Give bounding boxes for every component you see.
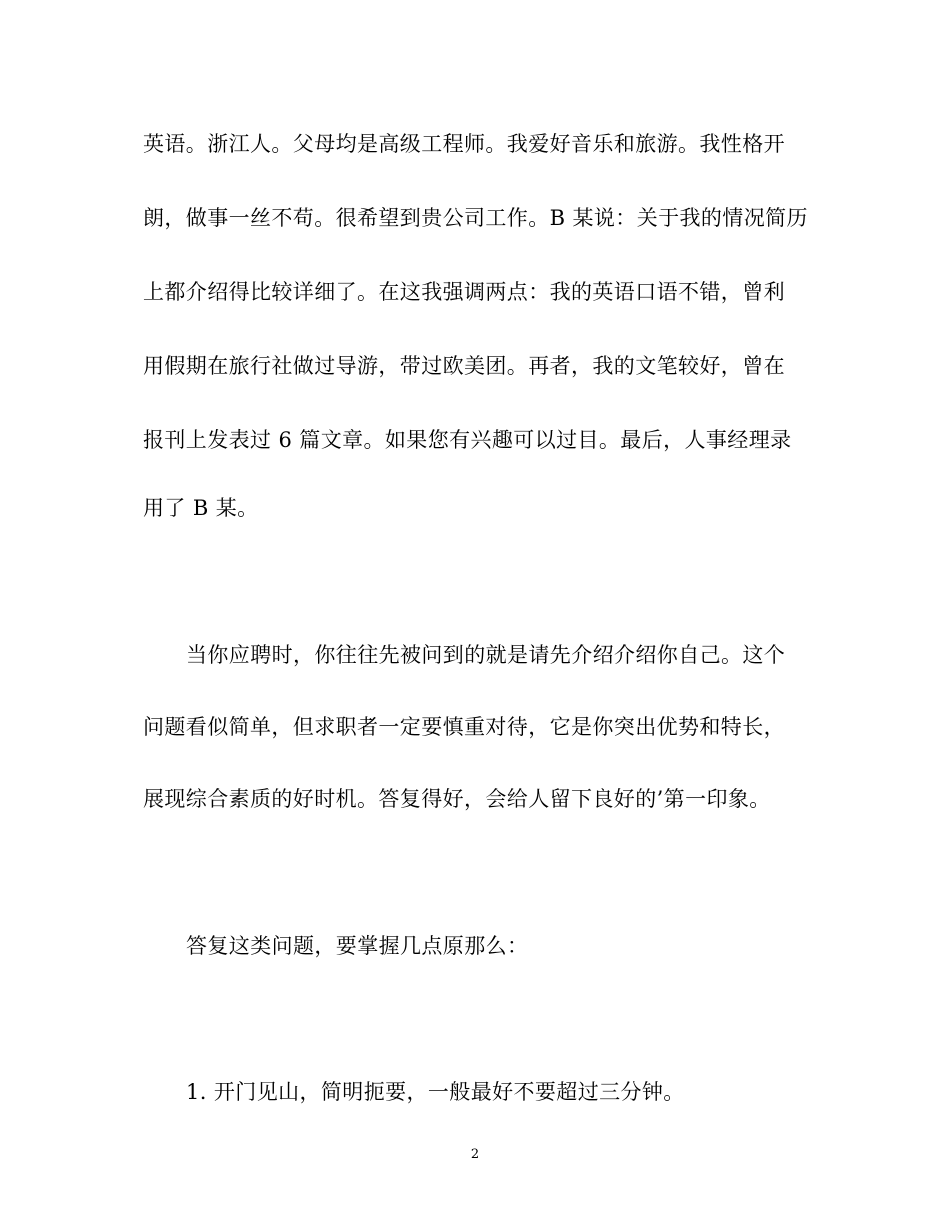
text-line: 朗，做事一丝不苟。很希望到贵公司工作。B 某说：关于我的情况简历 [143,206,808,230]
list-item-principle-1: 1. 开门见山，简明扼要，一般最好不要超过三分钟。 [186,1080,685,1104]
text-line: 用假期在旅行社做过导游，带过欧美团。再者，我的文笔较好，曾在 [143,354,785,378]
text-line: 报刊上发表过 6 篇文章。如果您有兴趣可以过目。最后，人事经理录 [143,428,792,452]
text-line: 问题看似简单，但求职者一定要慎重对待，它是你突出优势和特长， [143,715,785,739]
page-number: 2 [470,1147,480,1162]
text-line: 当你应聘时，你往往先被问到的就是请先介绍介绍你自己。这个 [186,643,786,667]
text-line: 上都介绍得比较详细了。在这我强调两点：我的英语口语不错，曾利 [143,280,785,304]
text-line: 展现综合素质的好时机。答复得好，会给人留下良好的’第一印象。 [143,787,771,811]
text-line: 答复这类问题，要掌握几点原那么： [186,934,529,958]
text-line: 用了 B 某。 [143,496,259,520]
text-line: 英语。浙江人。父母均是高级工程师。我爱好音乐和旅游。我性格开 [143,132,785,156]
